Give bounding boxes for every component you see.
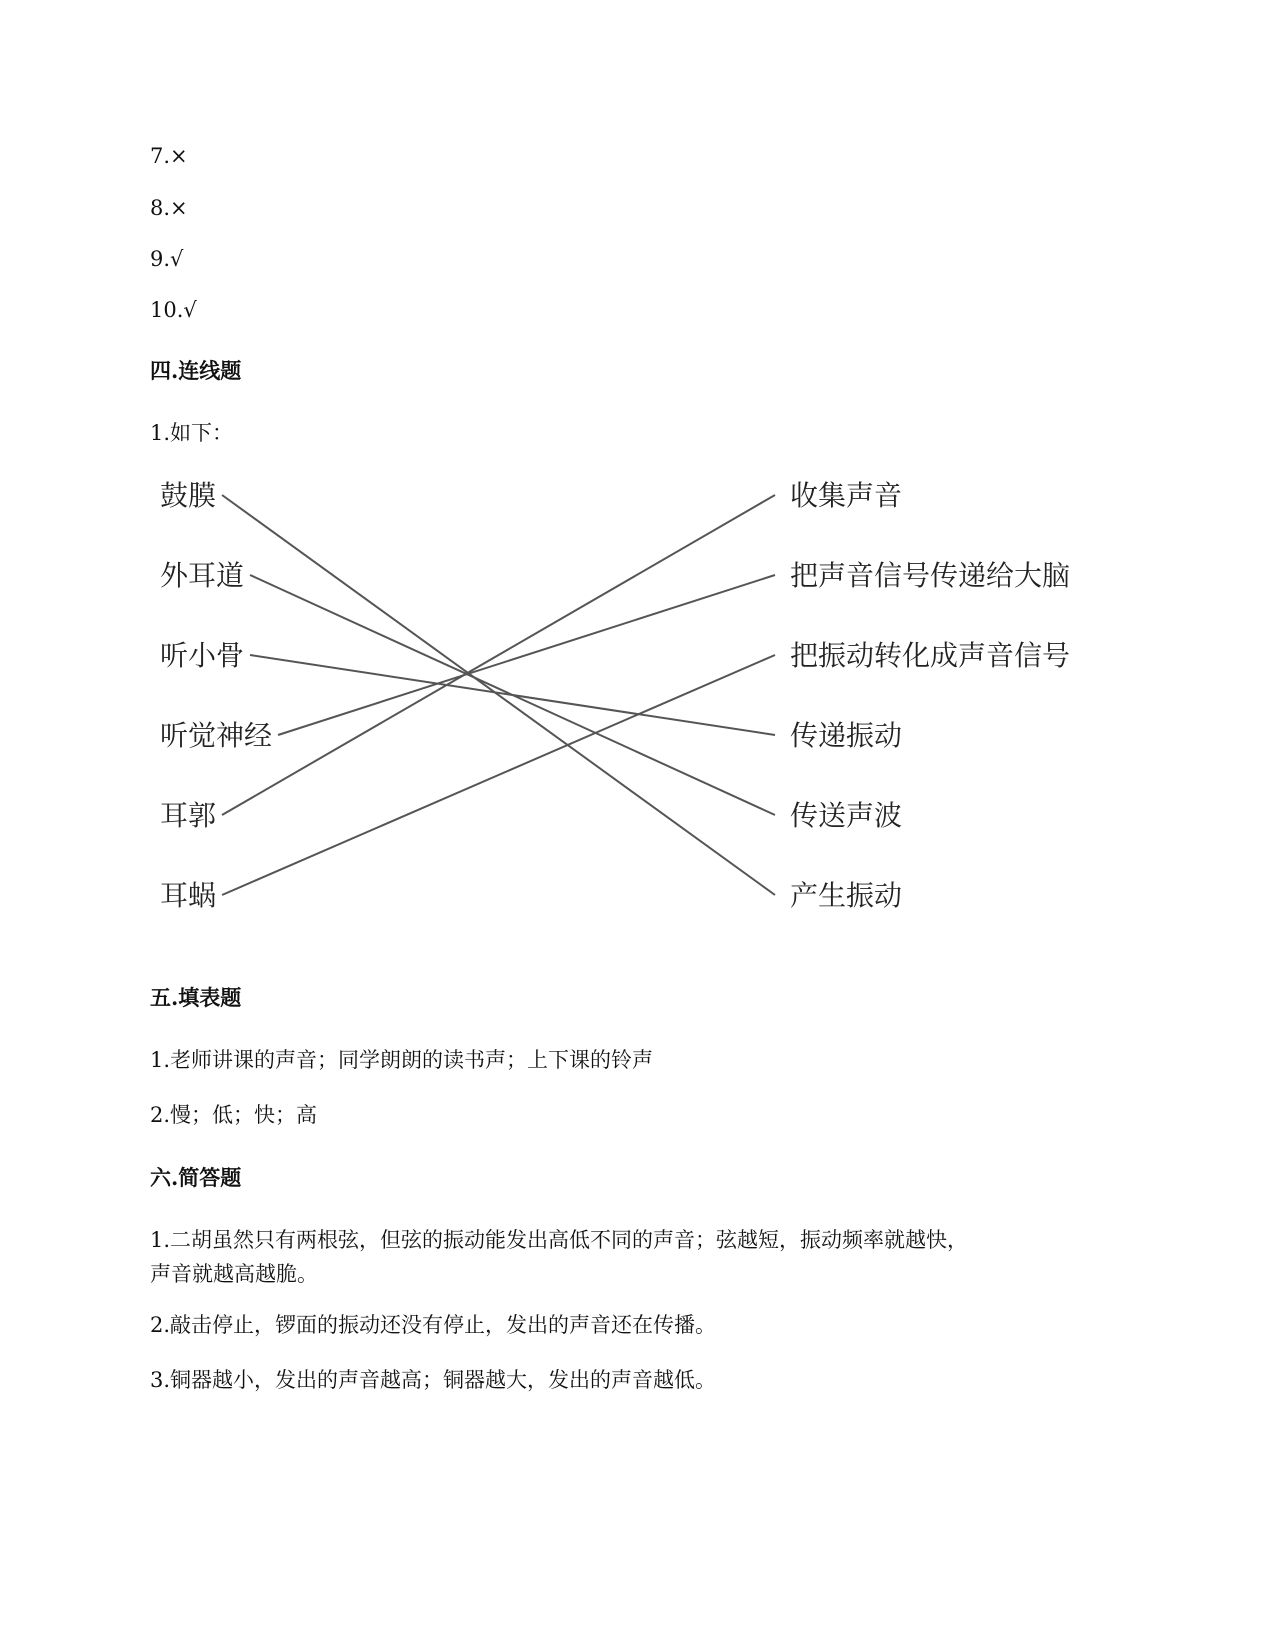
matching-diagram <box>150 475 1090 925</box>
answer-8: 8.× <box>150 196 188 220</box>
left-term-1: 鼓膜 <box>160 479 217 512</box>
left-term-6: 耳蜗 <box>160 879 217 912</box>
left-term-2: 外耳道 <box>160 559 245 592</box>
matching-intro: 1.如下： <box>150 421 234 445</box>
short-answer-2 <box>150 1308 1110 1342</box>
match-line-1 <box>222 495 775 895</box>
right-term-1: 收集声音 <box>790 479 903 512</box>
answer-7: 7.× <box>150 144 188 168</box>
right-term-3: 把振动转化成声音信号 <box>790 639 1071 672</box>
short-answer-1-line-2: 声音就越高越脆。 <box>150 1262 318 1286</box>
section-heading-matching: 四.连线题 <box>150 358 242 383</box>
matching-links <box>222 495 775 895</box>
short-answer-3 <box>150 1363 1110 1397</box>
match-line-5 <box>222 495 775 815</box>
match-line-4 <box>278 575 775 735</box>
left-term-4: 听觉神经 <box>160 719 273 752</box>
section-heading-fill-table: 五.填表题 <box>150 985 242 1010</box>
match-line-3 <box>250 655 775 735</box>
answer-9: 9.√ <box>150 247 184 271</box>
right-term-2: 把声音信号传递给大脑 <box>790 559 1071 592</box>
section-heading-short-answer: 六.简答题 <box>150 1165 242 1190</box>
short-answer-1 <box>150 1223 1110 1291</box>
right-term-5: 传送声波 <box>790 799 903 832</box>
short-answer-2-line-1: 2.敲击停止，锣面的振动还没有停止，发出的声音还在传播。 <box>150 1313 717 1337</box>
fill-answer-1: 1.老师讲课的声音；同学朗朗的读书声；上下课的铃声 <box>150 1048 654 1072</box>
left-term-5: 耳郭 <box>160 799 217 832</box>
right-term-6: 产生振动 <box>790 879 903 912</box>
answer-10: 10.√ <box>150 298 197 322</box>
match-line-6 <box>222 655 775 895</box>
short-answer-3-line-1: 3.铜器越小，发出的声音越高；铜器越大，发出的声音越低。 <box>150 1368 717 1392</box>
right-term-4: 传递振动 <box>790 719 903 752</box>
fill-answer-2: 2.慢；低；快；高 <box>150 1103 318 1127</box>
short-answer-1-line-1: 1.二胡虽然只有两根弦，但弦的振动能发出高低不同的声音；弦越短，振动频率就越快， <box>150 1228 969 1252</box>
left-term-3: 听小骨 <box>160 639 245 672</box>
